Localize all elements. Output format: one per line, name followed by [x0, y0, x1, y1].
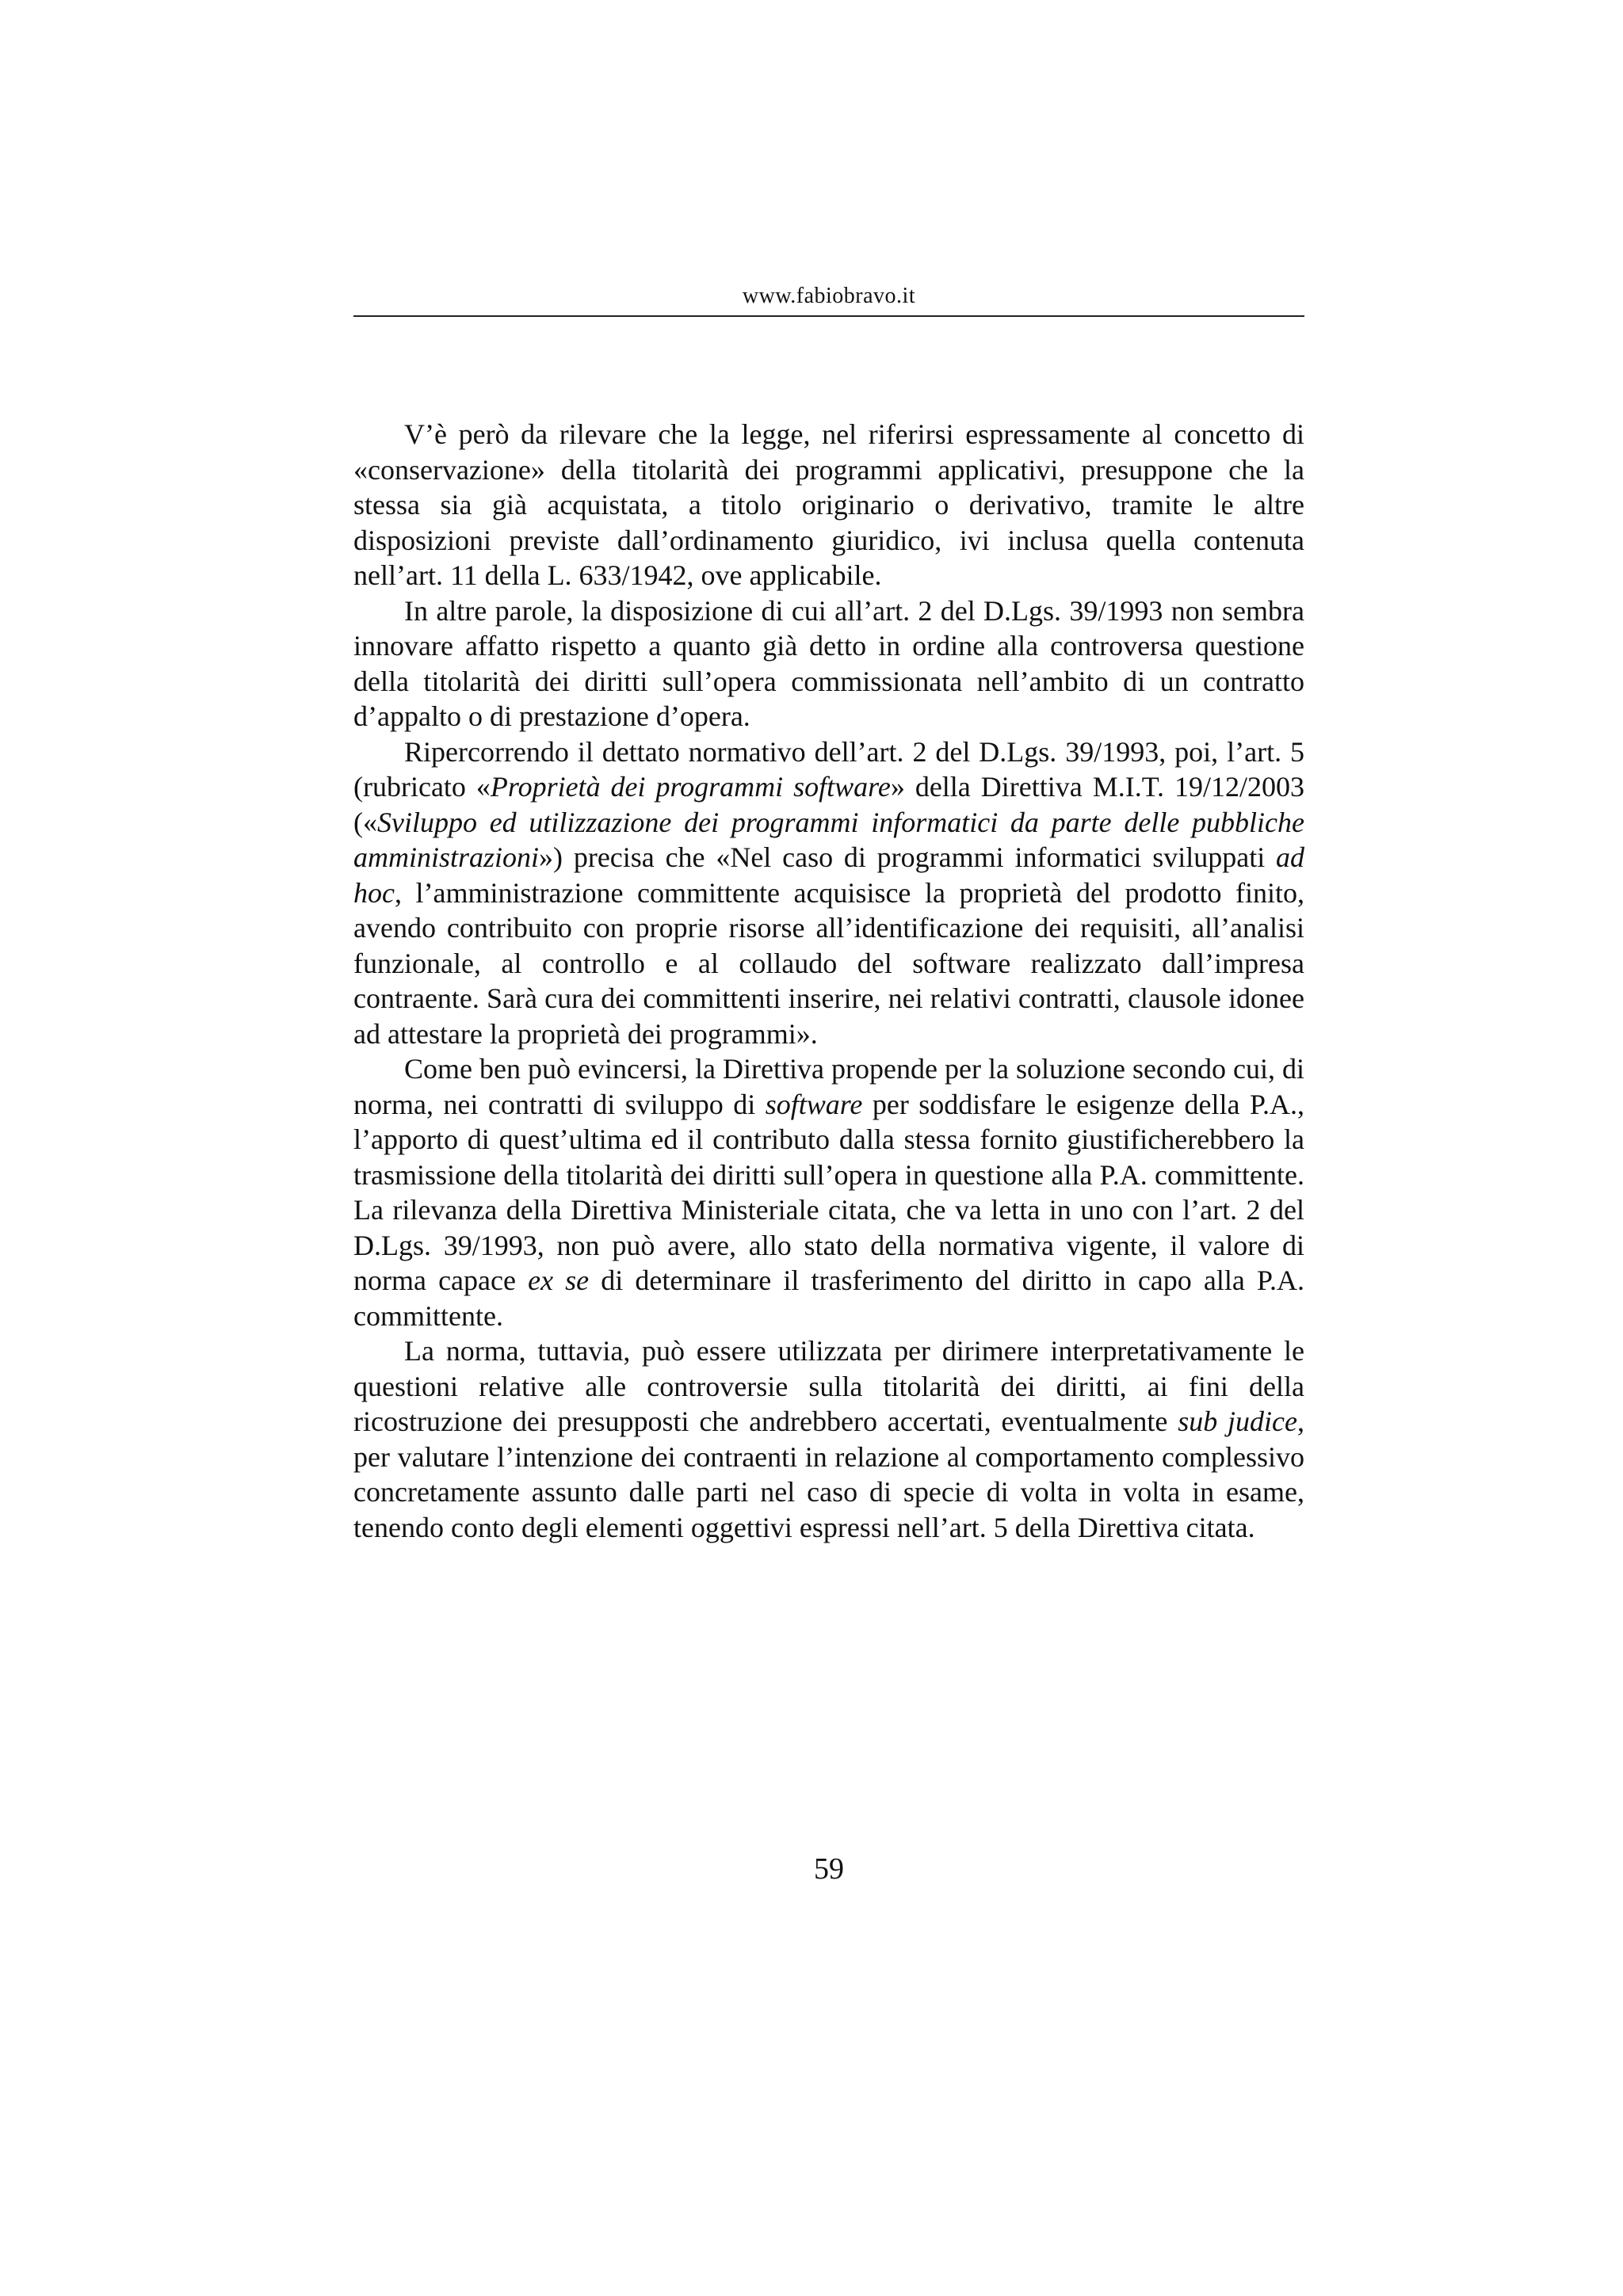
paragraph-3-text-3: ») precisa che «Nel caso di programmi informatici sviluppati	[539, 841, 1276, 873]
paragraph-5-italic-1: sub judice	[1178, 1405, 1297, 1437]
paragraph-2-text: In altre parole, la disposizione di cui all’art. 2 del D.Lgs. 39/1993 non sembra innovare affatto rispetto a quanto già detto in ordine alla controversa questione della titolarità dei diritti sull’opera commissionata nell’ambito di un contratto d’appalto o di prestazione d’opera.	[353, 594, 1304, 732]
paragraph-3-text-1: Ripercorrendo il dettato normativo dell’art. 2 del D.Lgs. 39/1993, poi, l’art. 5 (rubricato «	[353, 735, 1304, 803]
paragraph-5-text-1: La norma, tuttavia, può essere utilizzata per dirimere interpretativamente le questioni relative alle controversie sulla titolarità dei diritti, ai fini della ricostruzione dei presupposti che andrebbero accertati, eventualmente	[353, 1335, 1304, 1437]
paragraph-1-text: V’è però da rilevare che la legge, nel riferirsi espressamente al concetto di «conservazione» della titolarità dei programmi applicativi, presuppone che la stessa sia già acquistata, a titolo originario o derivativo, tramite le altre disposizioni previste dall’ordinamento giuridico, ivi inclusa quella contenuta nell’art. 11 della L. 633/1942, ove applicabile.	[353, 418, 1304, 591]
body-text	[353, 417, 1304, 1545]
paragraph-4	[353, 1051, 1304, 1333]
page-number: 59	[814, 1852, 844, 1886]
paragraph-4-text-1: Come ben può evincersi, la Direttiva propende per la soluzione secondo cui, di norma, nei contratti di sviluppo di	[353, 1053, 1304, 1120]
paragraph-3-text-4: , l’amministrazione committente acquisisce la proprietà del prodotto finito, avendo contribuito con proprie risorse all’identificazione dei requisiti, all’analisi funzionale, al controllo e al collaudo del software realizzato dall’impresa contraente. Sarà cura dei committenti inserire, nei relativi contratti, clausole idonee ad attestare la proprietà dei programmi».	[353, 876, 1304, 1050]
paragraph-1	[353, 417, 1304, 593]
paragraph-5-text-2: , per valutare l’intenzione dei contraenti in relazione al comportamento complessivo concretamente assunto dalle parti nel caso di specie di volta in volta in esame, tenendo conto degli elementi oggettivi espressi nell’art. 5 della Direttiva citata.	[353, 1405, 1304, 1543]
paragraph-5	[353, 1333, 1304, 1545]
paragraph-2	[353, 593, 1304, 734]
paragraph-3	[353, 734, 1304, 1052]
paragraph-4-text-2: per soddisfare le esigenze della P.A., l’apporto di quest’ultima ed il contributo dalla stessa fornito giustificherebbero la trasmissione della titolarità dei diritti sull’opera in questione alla P.A. committente. La rilevanza della Direttiva Ministeriale citata, che va letta in uno con l’art. 2 del D.Lgs. 39/1993, non può avere, allo stato della normativa vigente, il valore di norma capace	[353, 1088, 1304, 1296]
header-rule	[353, 315, 1304, 317]
paragraph-3-italic-2: Sviluppo ed utilizzazione dei programmi informatici da parte delle pubbliche amministrazioni	[353, 806, 1304, 873]
paragraph-3-text-2: » della Direttiva M.I.T. 19/12/2003 («	[353, 771, 1304, 838]
paragraph-3-italic-3: ad hoc	[353, 841, 1304, 909]
running-head-website: www.fabiobravo.it	[742, 284, 916, 308]
paragraph-4-italic-2: ex se	[528, 1264, 590, 1296]
paragraph-3-italic-1: Proprietà dei programmi software	[490, 771, 891, 803]
paragraph-4-italic-1: software	[765, 1088, 863, 1120]
paragraph-4-text-3: di determinare il trasferimento del diritto in capo alla P.A. committente.	[353, 1264, 1304, 1332]
